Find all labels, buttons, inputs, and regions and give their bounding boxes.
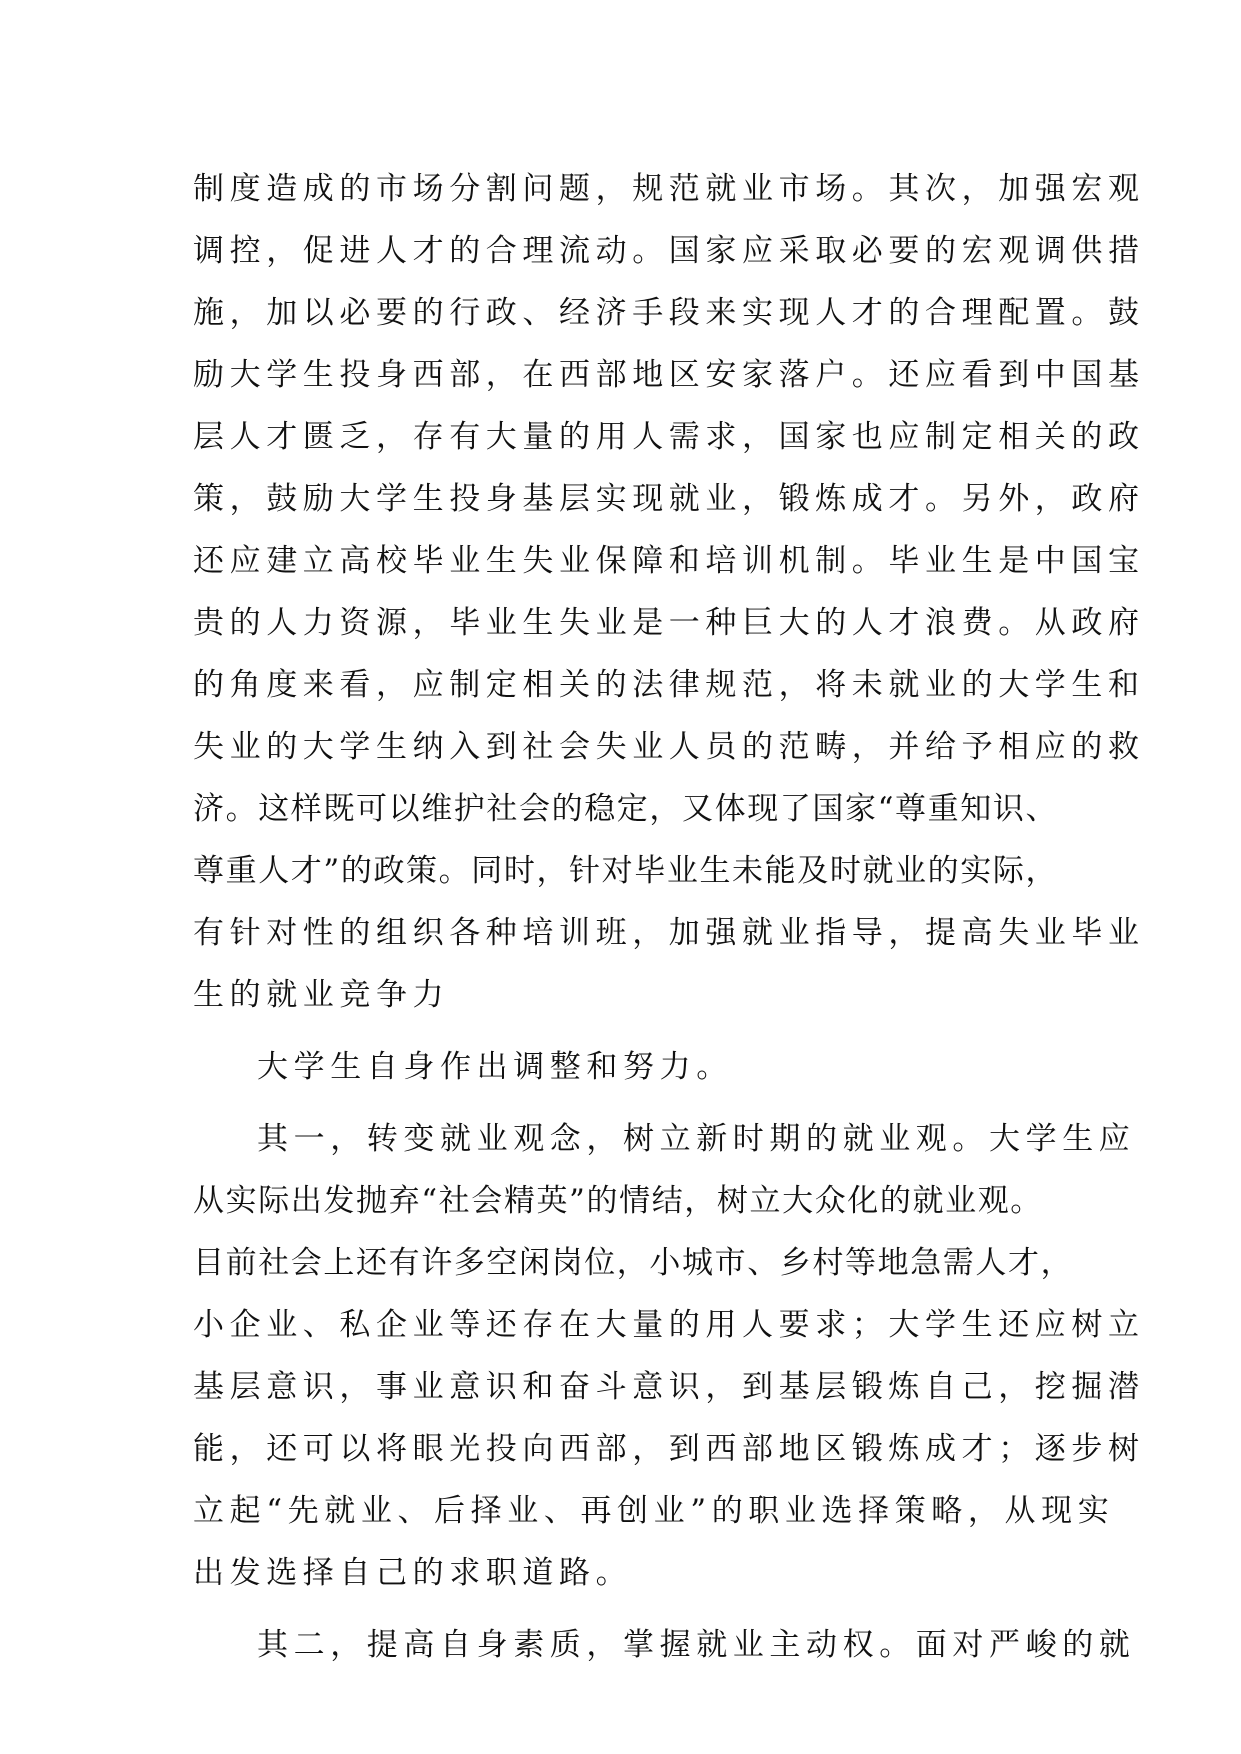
text-line: 尊重人才”的政策。同时，针对毕业生未能及时就业的实际， [193, 853, 1059, 889]
text-line: 小企业、私企业等还存在大量的用人要求；大学生还应树立 [193, 1307, 1145, 1343]
text-line: 施，加以必要的行政、经济手段来实现人才的合理配置。鼓 [193, 295, 1145, 331]
text-line: 有针对性的组织各种培训班，加强就业指导，提高失业毕业 [193, 915, 1145, 951]
text-line: 层人才匮乏，存有大量的用人需求，国家也应制定相关的政 [193, 419, 1145, 455]
text-line: 生的就业竞争力 [193, 977, 450, 1013]
text-line: 从实际出发抛弃“社会精英”的情结，树立大众化的就业观。 [193, 1183, 1043, 1219]
text-line: 济。这样既可以维护社会的稳定，又体现了国家“尊重知识、 [193, 791, 1059, 827]
text-line: 励大学生投身西部，在西部地区安家落户。还应看到中国基 [193, 357, 1145, 393]
text-line: 失业的大学生纳入到社会失业人员的范畴，并给予相应的救 [193, 729, 1145, 765]
paragraph-first-line: 大学生自身作出调整和努力。 [257, 1049, 733, 1085]
text-line: 调控，促进人才的合理流动。国家应采取必要的宏观调供措 [193, 233, 1145, 269]
text-line: 基层意识，事业意识和奋斗意识，到基层锻炼自己，挖掘潜 [193, 1369, 1145, 1405]
text-line: 目前社会上还有许多空闲岗位，小城市、乡村等地急需人才， [193, 1245, 1074, 1281]
text-line: 能，还可以将眼光投向西部，到西部地区锻炼成才；逐步树 [193, 1431, 1145, 1467]
text-line: 还应建立高校毕业生失业保障和培训机制。毕业生是中国宝 [193, 543, 1145, 579]
text-line: 贵的人力资源，毕业生失业是一种巨大的人才浪费。从政府 [193, 605, 1145, 641]
paragraph-first-line: 其二，提高自身素质，掌握就业主动权。面对严峻的就 [257, 1627, 1136, 1663]
text-line: 出发选择自己的求职道路。 [193, 1555, 633, 1591]
text-line: 制度造成的市场分割问题，规范就业市场。其次，加强宏观 [193, 171, 1145, 207]
text-line: 立起“先就业、后择业、再创业”的职业选择策略，从现实 [193, 1493, 1115, 1529]
paragraph-first-line: 其一，转变就业观念，树立新时期的就业观。大学生应 [257, 1121, 1136, 1157]
text-line: 的角度来看，应制定相关的法律规范，将未就业的大学生和 [193, 667, 1145, 703]
text-line: 策，鼓励大学生投身基层实现就业，锻炼成才。另外，政府 [193, 481, 1145, 517]
body-text [193, 158, 1145, 1676]
